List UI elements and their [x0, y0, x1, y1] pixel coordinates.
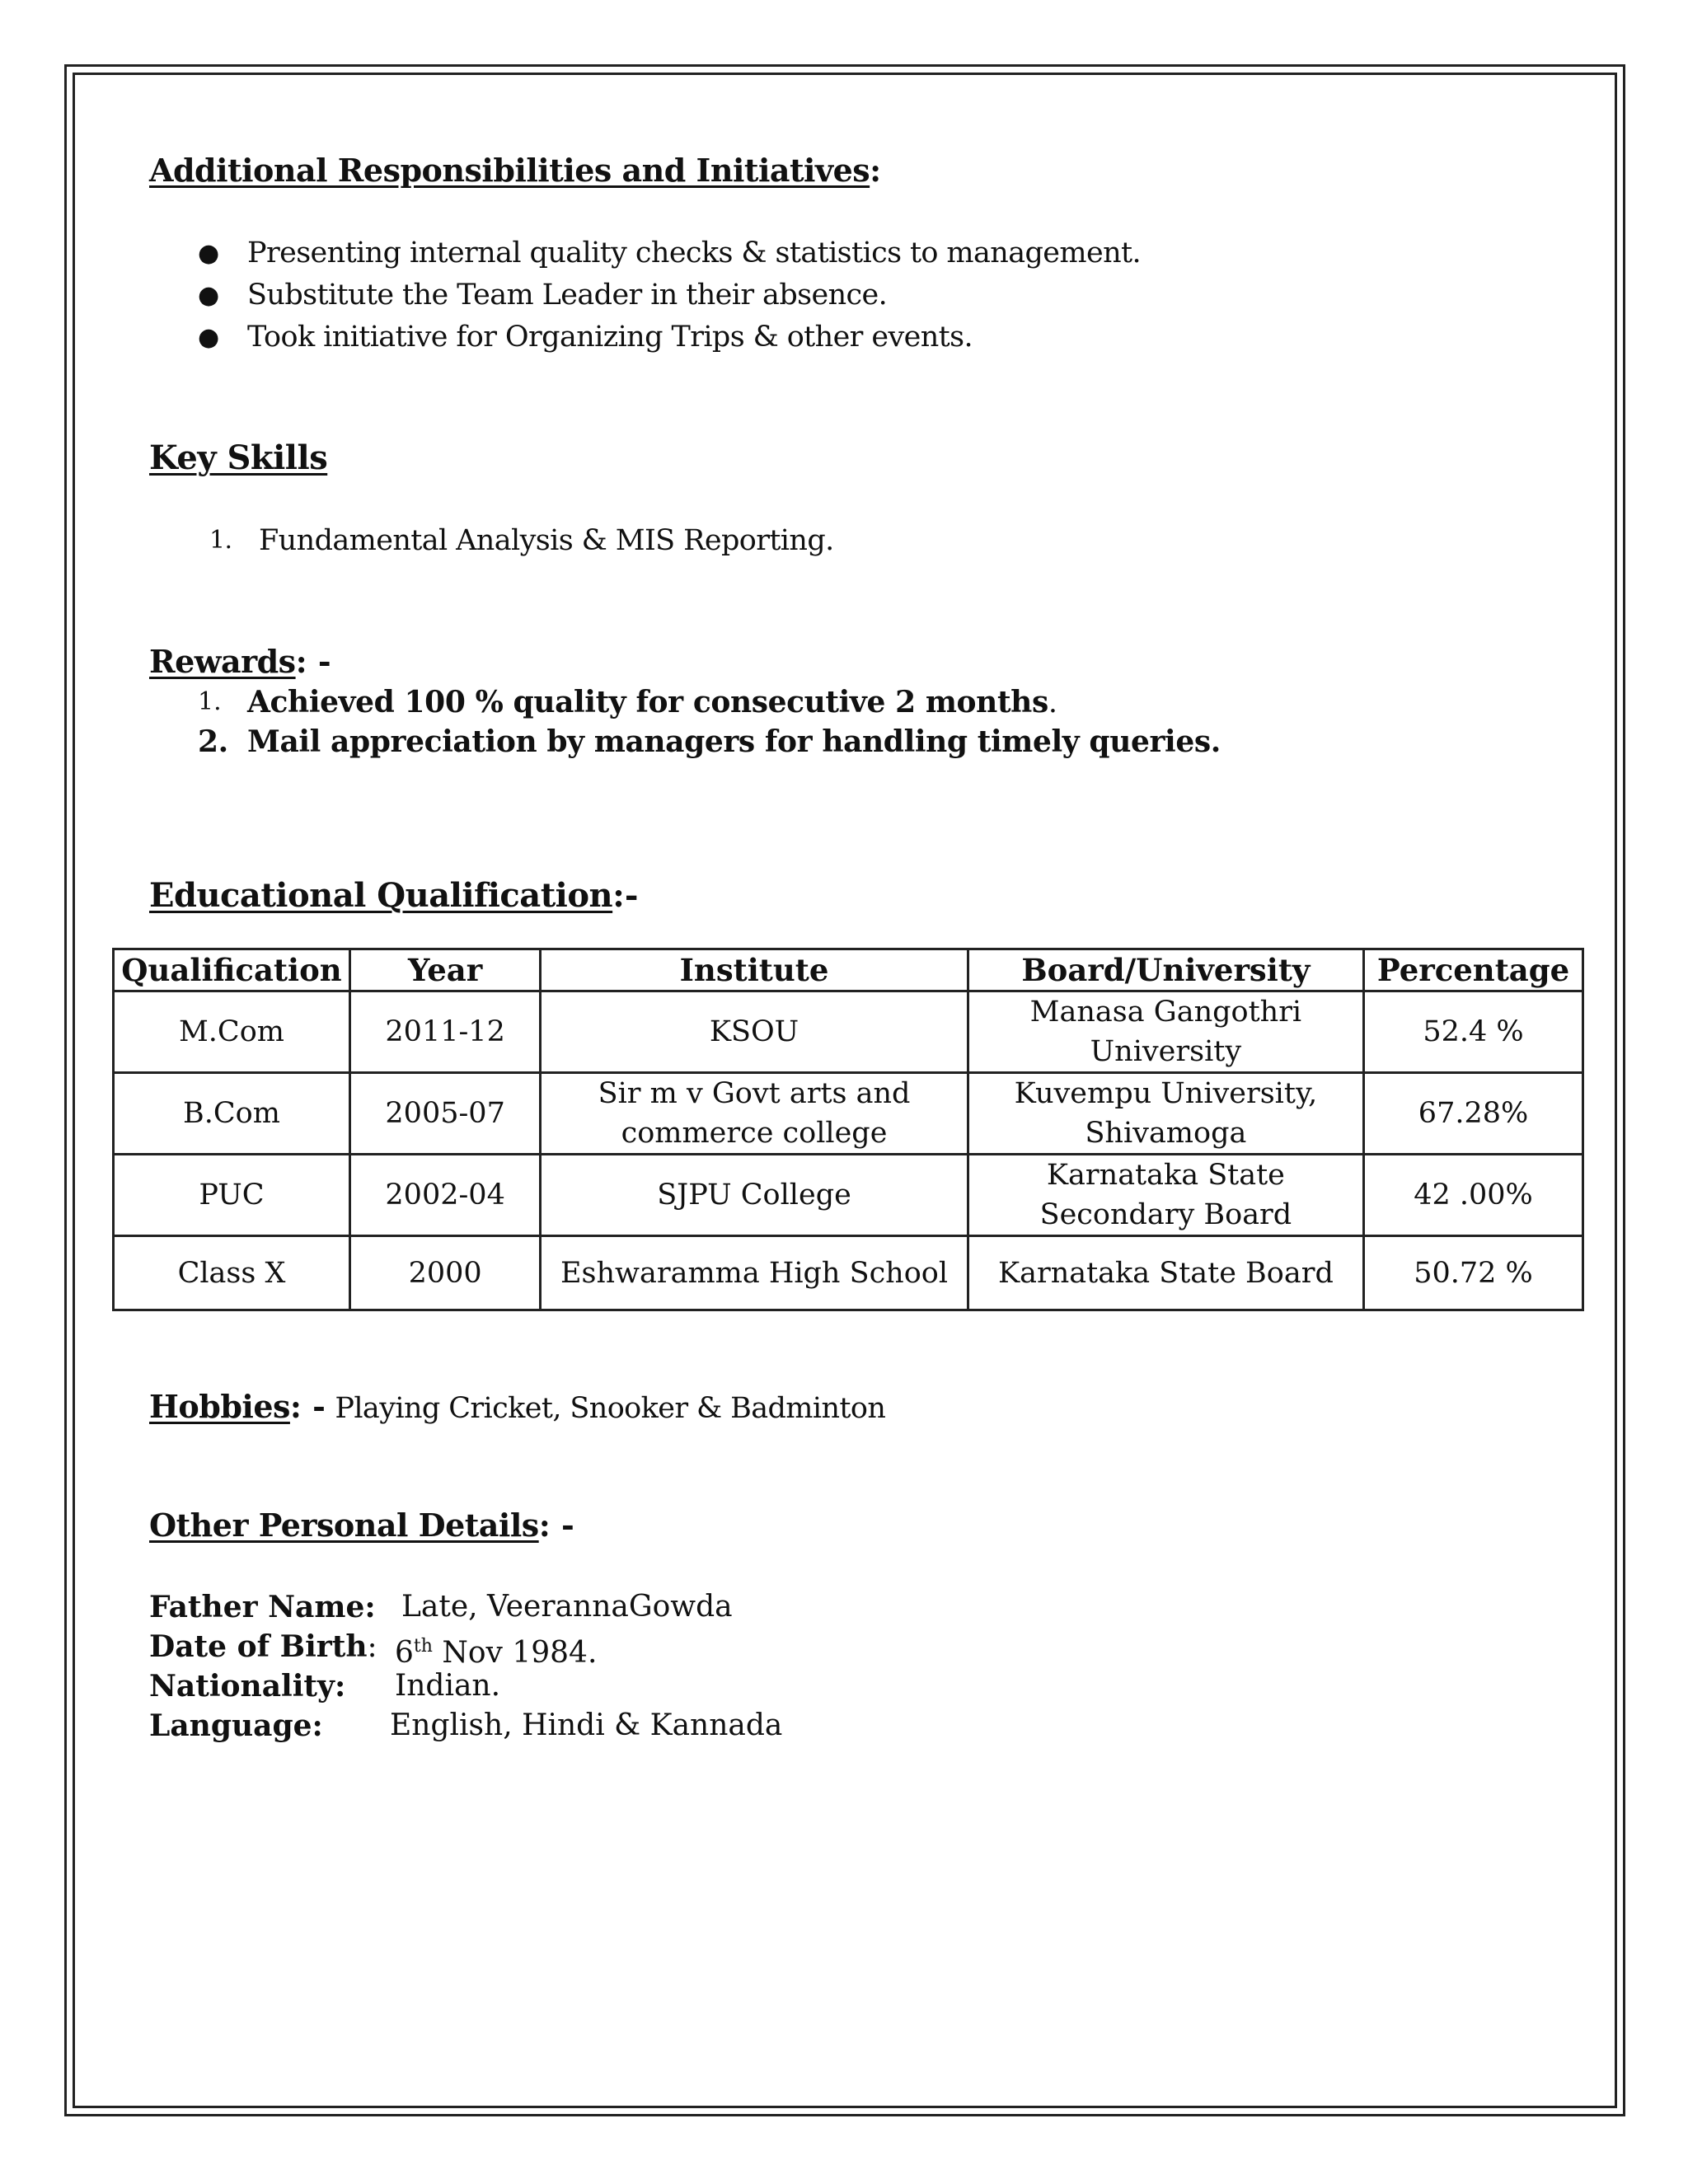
bullet-icon: ● [198, 239, 219, 268]
personal-heading-suffix: : - [538, 1507, 574, 1544]
column-header: Board/University [968, 949, 1363, 991]
table-cell: 2011-12 [349, 991, 540, 1073]
hobbies-text: Playing Cricket, Snooker & Badminton [335, 1392, 886, 1425]
nationality-value: Indian. [395, 1669, 501, 1703]
column-header: Qualification [114, 949, 350, 991]
table-cell: B.Com [114, 1073, 350, 1155]
bullet-icon: ● [198, 281, 219, 310]
dob-colon: : [367, 1630, 377, 1664]
dob-label: Date of Birth [149, 1629, 368, 1664]
list-item: ● Substitute the Team Leader in their absence. [247, 274, 1141, 316]
table-cell: 42 .00% [1364, 1155, 1583, 1236]
list-item: 2. Mail appreciation by managers for handling timely queries. [198, 724, 1221, 759]
dob-value: 6th Nov 1984. [395, 1636, 598, 1670]
list-item: 1. Fundamental Analysis & MIS Reporting. [209, 524, 834, 557]
table-cell: M.Com [114, 991, 350, 1073]
rewards-heading-suffix: : - [295, 643, 331, 680]
hobbies-heading-suffix: : - [289, 1388, 326, 1425]
additional-heading-line [149, 152, 881, 189]
table-row [114, 1236, 1583, 1310]
rewards-heading-line [149, 643, 331, 680]
table-cell: 2002-04 [349, 1155, 540, 1236]
table-cell: Class X [114, 1236, 350, 1310]
father-name-value: Late, VeerannaGowda [401, 1590, 733, 1624]
personal-heading: Other Personal Details [149, 1507, 539, 1544]
table-cell: 2005-07 [349, 1073, 540, 1155]
hobbies-heading: Hobbies [149, 1388, 290, 1425]
table-cell: Eshwaramma High School [541, 1236, 968, 1310]
table-cell: Karnataka State Board [968, 1236, 1363, 1310]
list-item: 1. Achieved 100 % quality for consecutive 2 months. [198, 685, 1057, 719]
father-name-label: Father Name: [149, 1590, 376, 1624]
education-heading: Educational Qualification [149, 876, 613, 915]
table-row [114, 991, 1583, 1073]
table-cell: PUC [114, 1155, 350, 1236]
table-cell: Karnataka State Secondary Board [968, 1155, 1363, 1236]
key-skills-heading: Key Skills [149, 438, 328, 477]
table-cell: 50.72 % [1364, 1236, 1583, 1310]
table-cell: 67.28% [1364, 1073, 1583, 1155]
nationality-row [149, 1666, 501, 1706]
table-cell: Manasa Gangothri University [968, 991, 1363, 1073]
education-heading-suffix: :- [612, 876, 639, 915]
key-skills-heading-line [149, 438, 327, 477]
hobbies-line [149, 1388, 885, 1425]
personal-heading-line [149, 1507, 574, 1544]
column-header: Percentage [1364, 949, 1583, 991]
additional-heading: Additional Responsibilities and Initiatives [149, 152, 870, 189]
table-cell: KSOU [541, 991, 968, 1073]
rewards-heading: Rewards [149, 643, 296, 680]
column-header: Institute [541, 949, 968, 991]
language-value: English, Hindi & Kannada [390, 1708, 783, 1742]
table-header-row [114, 949, 1583, 991]
dob-row [149, 1627, 598, 1670]
column-header: Year [349, 949, 540, 991]
table-row [114, 1073, 1583, 1155]
education-table [112, 948, 1584, 1311]
nationality-label: Nationality: [149, 1669, 346, 1704]
list-item: ● Presenting internal quality checks & statistics to management. [247, 232, 1141, 274]
table-cell: SJPU College [541, 1155, 968, 1236]
father-name-row [149, 1587, 733, 1627]
table-cell: 2000 [349, 1236, 540, 1310]
additional-heading-suffix: : [870, 152, 882, 189]
language-row [149, 1706, 783, 1746]
table-cell: 52.4 % [1364, 991, 1583, 1073]
table-cell: Sir m v Govt arts and commerce college [541, 1073, 968, 1155]
education-heading-line [149, 876, 639, 915]
key-skills-list [209, 521, 834, 560]
additional-list [198, 232, 1142, 359]
table-cell: Kuvempu University, Shivamoga [968, 1073, 1363, 1155]
rewards-list [198, 682, 1221, 762]
list-item: ● Took initiative for Organizing Trips & other events. [247, 316, 1141, 359]
bullet-icon: ● [198, 323, 219, 352]
language-label: Language: [149, 1708, 323, 1743]
table-row [114, 1155, 1583, 1236]
